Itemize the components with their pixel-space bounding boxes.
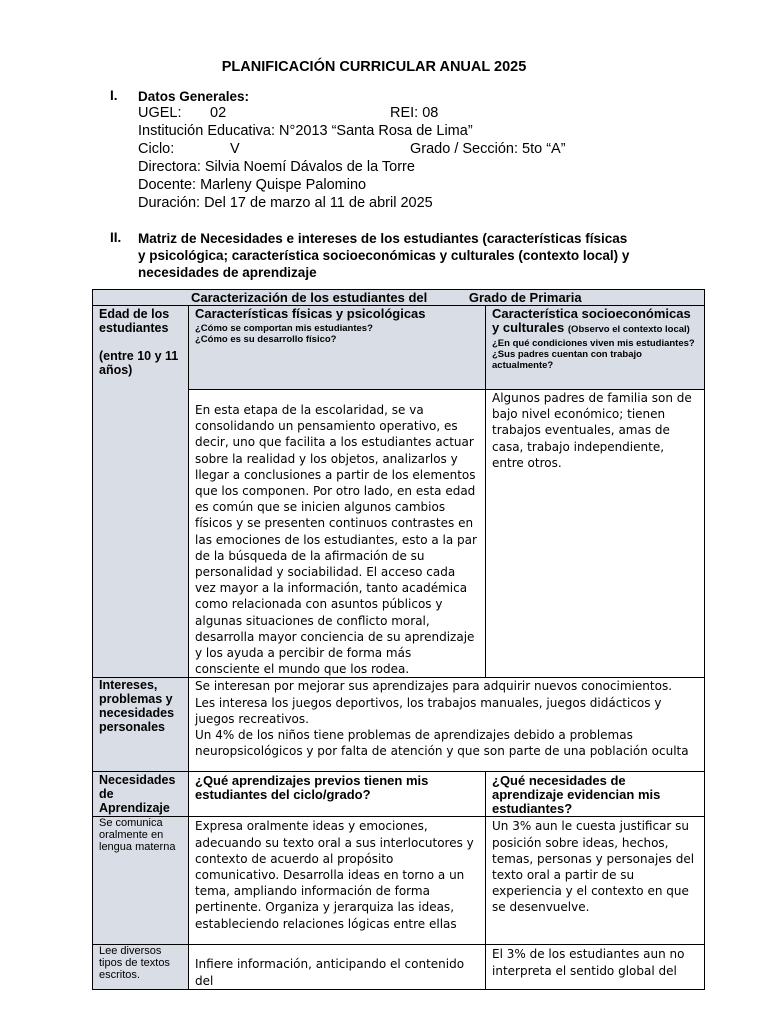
intereses-line-1: Se interesan por mejorar sus aprendizajes para adquirir nuevos conocimientos.: [195, 679, 673, 694]
matrix-header-left: Caracterización de los estudiantes del: [191, 290, 428, 305]
section-2-number: II.: [110, 230, 122, 245]
fisicas-question-2: ¿Cómo es su desarrollo físico?: [195, 334, 337, 345]
comunica-row: [93, 817, 705, 945]
intereses-line-2: Les interesa los juegos deportivos, los trabajos manuales, juegos didácticos y juegos recreativos.: [195, 695, 662, 726]
institucion-line: Institución Educativa: N°2013 “Santa Rosa de Lima”: [138, 123, 473, 139]
comunica-previos-cell: Expresa oralmente ideas y emociones, adecuando su texto oral a sus interlocutores y contexto de acuerdo al propósito comunicativo. Desarrolla ideas en torno a un tema, ampliando información de forma pertinente. Organiza y jerarquiza las ideas, estableciendo relaciones lógicas entre ellas: [189, 817, 486, 945]
socio-title-block: [492, 307, 698, 335]
fisicas-header-cell: [189, 306, 486, 390]
lee-previos-cell: Infiere información, anticipando el contenido del: [189, 945, 486, 989]
duracion-line: Duración: Del 17 de marzo al 11 de abril 2025: [138, 195, 433, 211]
rei-value: REI: 08: [390, 105, 439, 121]
ugel-label: UGEL:: [138, 105, 182, 121]
ciclo-label: Ciclo:: [138, 141, 175, 157]
socio-note: (Observo el contexto local): [567, 324, 690, 335]
matrix-header-cell: [93, 290, 705, 306]
necesidades-label-cell: Necesidades de Aprendizaje: [93, 772, 189, 817]
fisicas-content-cell: En esta etapa de la escolaridad, se va consolidando un pensamiento operativo, es decir, uno que facilita a los estudiantes actuar sobre la realidad y los objetos, analizarlos y llegar a conclusiones a partir de los elementos que los componen. Por otro lado, en esta edad es común que se inicien algunos cambios físicos y se presenten continuos contrastes en las emociones de los estudiantes, esto a la par de la búsqueda de la afirmación de su personalidad y sociabilidad. El acceso cada vez mayor a la información, tanto académica como relacionada con asuntos públicos y algunas situaciones de conflicto moral, desarrolla mayor conciencia de su aprendizaje y los ayuda a percibir de forma más consciente el mundo que los rodea.: [189, 390, 486, 678]
edad-range: (entre 10 y 11 años): [99, 349, 179, 377]
fisicas-title: Características físicas y psicológicas: [195, 306, 426, 321]
section-1-heading: Datos Generales:: [138, 89, 250, 104]
comunica-necesidades-cell: Un 3% aun le cuesta justificar su posición sobre ideas, hechos, temas, personas y personajes del texto oral a partir de su experiencia y el contexto en que se desenvuelve.: [486, 817, 705, 945]
needs-matrix-table: [92, 289, 705, 990]
previos-question-cell: ¿Qué aprendizajes previos tienen mis estudiantes del ciclo/grado?: [189, 772, 486, 817]
directora-line: Directora: Silvia Noemí Dávalos de la Torre: [138, 159, 415, 175]
fisicas-question-1: ¿Cómo se comportan mis estudiantes?: [195, 323, 373, 334]
socio-question-1: ¿En qué condiciones viven mis estudiantes?: [492, 338, 695, 349]
docente-line: Docente: Marleny Quispe Palomino: [138, 177, 367, 193]
lee-label-cell: Lee diversos tipos de textos escritos.: [93, 945, 189, 989]
socio-title: Característica socioeconómicas y culturales: [492, 306, 691, 335]
socio-header-cell: [486, 306, 705, 390]
grado-value: Grado / Sección: 5to “A”: [410, 141, 566, 157]
evidencian-question-cell: ¿Qué necesidades de aprendizaje evidencian mis estudiantes?: [486, 772, 705, 817]
section-2-heading: [138, 230, 678, 281]
necesidades-header-row: [93, 772, 705, 817]
comunica-label-cell: Se comunica oralmente en lengua materna: [93, 817, 189, 945]
socio-question-2: ¿Sus padres cuentan con trabajo actualmente?: [492, 349, 642, 371]
socio-content-cell: Algunos padres de familia son de bajo nivel económico; tienen trabajos eventuales, amas de casa, trabajo independiente, entre otros.: [486, 390, 705, 678]
section-2-heading-line-1: Matriz de Necesidades e intereses de los estudiantes (características físicas: [138, 231, 628, 246]
edad-label: Edad de los estudiantes: [99, 307, 170, 335]
section-1-number: I.: [110, 88, 118, 103]
intereses-row: [93, 678, 705, 772]
ciclo-value: V: [230, 141, 240, 157]
characteristics-header-row: [93, 306, 705, 390]
intereses-label-cell: Intereses, problemas y necesidades personales: [93, 678, 189, 772]
ugel-value: 02: [210, 105, 227, 121]
matrix-header-right: Grado de Primaria: [468, 290, 582, 305]
lee-row: [93, 945, 705, 989]
edad-label-cell: [93, 306, 189, 678]
lee-necesidades-cell: El 3% de los estudiantes aun no interpreta el sentido global del: [486, 945, 705, 989]
section-2-heading-line-3: necesidades de aprendizaje: [138, 265, 317, 280]
matrix-header-row: [93, 290, 705, 306]
section-2-heading-line-2: y psicológica; característica socioeconómicas y culturales (contexto local) y: [138, 248, 630, 263]
intereses-line-3: Un 4% de los niños tiene problemas de aprendizajes debido a problemas neuropsicológicos y por falta de atención y que son parte de una población oculta: [195, 728, 689, 759]
intereses-content-cell: [189, 678, 705, 772]
page-title: PLANIFICACIÓN CURRICULAR ANUAL 2025: [221, 59, 527, 75]
